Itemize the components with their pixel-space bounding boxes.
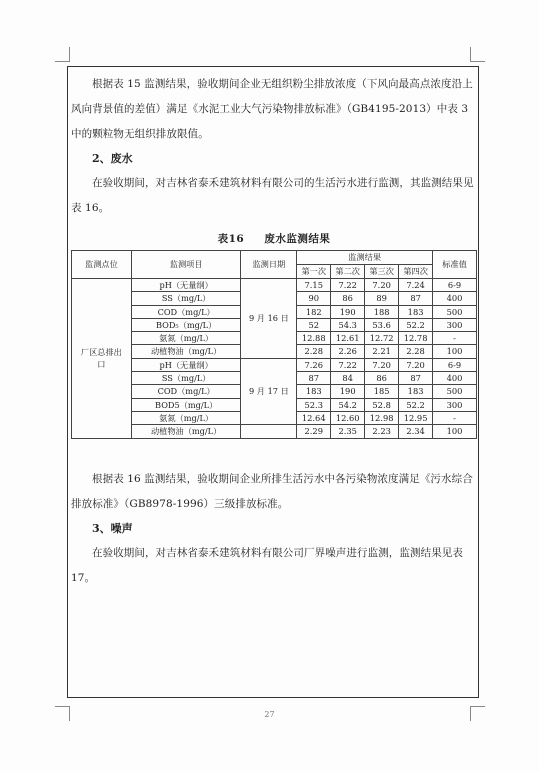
cell-standard: 400	[433, 372, 477, 385]
cell-run-2: 7.22	[331, 279, 365, 292]
paragraph-dust-conclusion: 根据表 15 监测结果，验收期间企业无组织粉尘排放浓度（下风向最高点浓度沿上风向背景值的差值）满足《水泥工业大气污染物排放标准》（GB4195-2013）中表 3 中的颗粒物无组织排放限值。	[71, 78, 473, 140]
paragraph-noise-intro: 在验收期间，对吉林省泰禾建筑材料有限公司厂界噪声进行监测，监测结果见表 17。	[71, 546, 463, 584]
cell-item: pH（无量纲）	[131, 279, 241, 292]
cell-point: 厂区总排出口	[72, 279, 132, 439]
table-caption	[71, 231, 477, 246]
cell-run-4: 2.28	[399, 345, 433, 358]
cell-run-3: 12.72	[365, 332, 399, 345]
cell-run-2: 86	[331, 292, 365, 305]
table-title: 废水监测结果	[264, 233, 331, 245]
cell-date-empty	[241, 425, 297, 438]
cell-run-4: 52.2	[399, 398, 433, 411]
table-number: 表16	[217, 233, 245, 245]
table-body	[72, 279, 477, 439]
section-heading-wastewater: 2、废水	[92, 152, 133, 165]
cell-run-1: 7.15	[297, 279, 331, 292]
cell-run-4: 52.2	[399, 318, 433, 331]
table-row	[72, 279, 477, 292]
cell-run-3: 86	[365, 372, 399, 385]
cell-run-3: 7.20	[365, 358, 399, 371]
header-item: 监测项目	[131, 251, 241, 279]
crop-mark-top-right	[470, 47, 485, 62]
cell-standard: 100	[433, 345, 477, 358]
header-standard: 标准值	[433, 251, 477, 279]
cell-date: 9 月 16 日	[241, 279, 297, 359]
cell-run-1: 7.26	[297, 358, 331, 371]
cell-run-4: 7.20	[399, 358, 433, 371]
paragraph-wastewater-conclusion: 根据表 16 监测结果，验收期间企业所排生活污水中各污染物浓度满足《污水综合排放标准》（GB8978-1996）三级排放标准。	[71, 472, 473, 510]
header-run-4: 第四次	[399, 265, 433, 279]
cell-standard: 500	[433, 385, 477, 398]
cell-item: pH（无量纲）	[131, 358, 241, 371]
cell-run-3: 53.6	[365, 318, 399, 331]
page-number: 27	[264, 710, 275, 719]
cell-run-2: 54.2	[331, 398, 365, 411]
cell-item: SS（mg/L）	[131, 372, 241, 385]
cell-item: 氨氮（mg/L）	[131, 332, 241, 345]
cell-standard: -	[433, 332, 477, 345]
cell-item: SS（mg/L）	[131, 292, 241, 305]
cell-run-2: 12.61	[331, 332, 365, 345]
cell-run-1: 12.64	[297, 411, 331, 424]
cell-standard: 400	[433, 292, 477, 305]
header-point: 监测点位	[72, 251, 132, 279]
cell-run-3: 185	[365, 385, 399, 398]
cell-run-2: 12.60	[331, 411, 365, 424]
cell-item: COD（mg/L）	[131, 385, 241, 398]
cell-run-3: 7.20	[365, 279, 399, 292]
header-date: 监测日期	[241, 251, 297, 279]
cell-run-2: 190	[331, 305, 365, 318]
cell-run-2: 2.35	[331, 425, 365, 438]
header-run-3: 第三次	[365, 265, 399, 279]
cell-date: 9 月 17 日	[241, 358, 297, 424]
cell-standard: 6-9	[433, 358, 477, 371]
cell-run-4: 183	[399, 305, 433, 318]
cell-item: 动植物油（mg/L）	[131, 345, 241, 358]
wastewater-monitoring-table	[71, 250, 477, 439]
cell-standard: 300	[433, 398, 477, 411]
cell-run-4: 87	[399, 292, 433, 305]
table-row	[72, 425, 477, 438]
header-result: 监测结果	[297, 251, 433, 265]
cell-run-3: 89	[365, 292, 399, 305]
cell-run-2: 2.26	[331, 345, 365, 358]
cell-run-3: 12.98	[365, 411, 399, 424]
cell-run-2: 190	[331, 385, 365, 398]
table-row	[72, 358, 477, 371]
header-run-1: 第一次	[297, 265, 331, 279]
cell-run-3: 188	[365, 305, 399, 318]
cell-item: COD（mg/L）	[131, 305, 241, 318]
cell-run-1: 182	[297, 305, 331, 318]
cell-run-3: 2.21	[365, 345, 399, 358]
cell-standard: -	[433, 411, 477, 424]
cell-standard: 100	[433, 425, 477, 438]
cell-run-1: 12.88	[297, 332, 331, 345]
cell-run-1: 2.28	[297, 345, 331, 358]
cell-run-2: 7.22	[331, 358, 365, 371]
page-content	[71, 72, 477, 591]
cell-item: BOD5（mg/L）	[131, 398, 241, 411]
cell-standard: 6-9	[433, 279, 477, 292]
cell-run-4: 12.78	[399, 332, 433, 345]
cell-run-1: 90	[297, 292, 331, 305]
crop-mark-top-left	[55, 47, 70, 62]
cell-run-1: 52	[297, 318, 331, 331]
cell-run-4: 87	[399, 372, 433, 385]
cell-item: BOD₅（mg/L）	[131, 318, 241, 331]
cell-run-2: 54.3	[331, 318, 365, 331]
cell-item: 氨氮（mg/L）	[131, 411, 241, 424]
cell-run-1: 87	[297, 372, 331, 385]
header-run-2: 第二次	[331, 265, 365, 279]
section-heading-noise: 3、噪声	[92, 521, 133, 535]
cell-run-4: 7.24	[399, 279, 433, 292]
cell-run-2: 84	[331, 372, 365, 385]
cell-run-3: 52.8	[365, 398, 399, 411]
cell-run-1: 2.29	[297, 425, 331, 438]
cell-run-4: 183	[399, 385, 433, 398]
cell-run-4: 2.34	[399, 425, 433, 438]
cell-standard: 300	[433, 318, 477, 331]
cell-run-1: 183	[297, 385, 331, 398]
cell-run-4: 12.95	[399, 411, 433, 424]
cell-run-3: 2.23	[365, 425, 399, 438]
paragraph-wastewater-intro: 在验收期间，对吉林省泰禾建筑材料有限公司的生活污水进行监测，其监测结果见表 16。	[71, 177, 474, 214]
cell-run-1: 52.3	[297, 398, 331, 411]
cell-standard: 500	[433, 305, 477, 318]
cell-item: 动植物油（mg/L）	[131, 425, 241, 438]
